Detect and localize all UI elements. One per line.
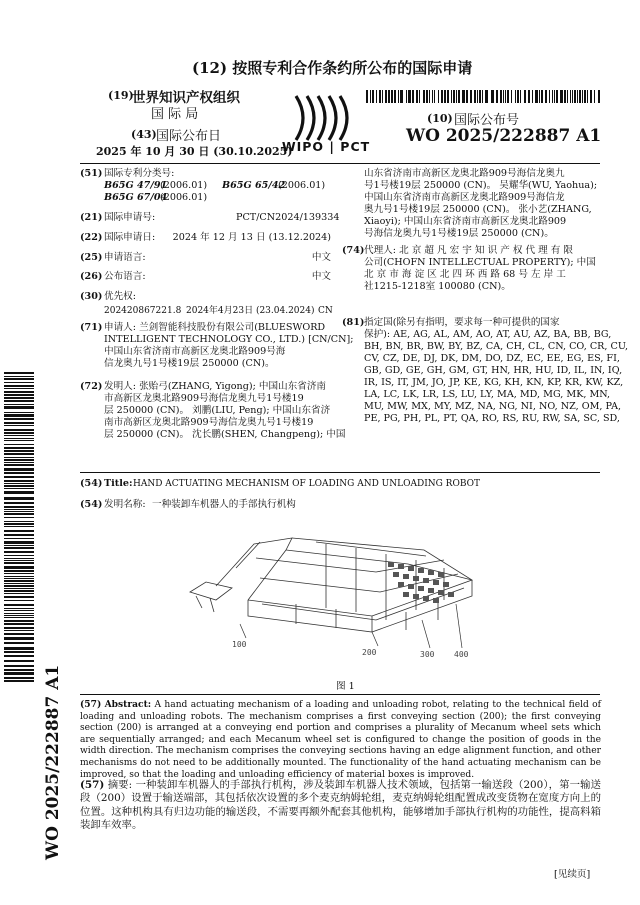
f25-value: 中文 <box>311 252 331 263</box>
abstract-zh-label: 摘要: <box>107 779 133 791</box>
abstract-zh-number: (57) <box>80 779 105 791</box>
f21-label: 国际申请号: <box>104 212 156 223</box>
ipc-date-1: (2006.01) <box>160 180 208 191</box>
f74-number: (74) <box>342 245 365 256</box>
ipc-date-3: (2006.01) <box>160 192 208 203</box>
designated-states-line: GB, GD, GE, GH, GM, GT, HN, HR, HU, ID, IL, IN, IQ, <box>364 365 623 376</box>
abstract-en-text: A hand actuating mechanism of a loading and unloading robot, relating to the technical field of loading and unloading robots. The mechanism comprises a first conveying section (200); the first conveying section (200) is arranged at a conveying end portion and comprises a plurality of Mecanum wheel sets which are sequentially arranged; and each Mecanum wheel set is configured to change the position of goods in the width direction. The mechanism comprises the conveying sections having an edge alignment function, and other mechanisms do not need to be additionally mounted. The functionality of the hand actuating mechanism can be improved, so that the loading and unloading efficiency of material boxes is improved. <box>80 700 601 780</box>
priority-country: CN <box>318 306 333 316</box>
inventor-continued-line: Xiaoyi); 中国山东省济南市高新区龙奥北路909 <box>364 216 567 227</box>
inventor-continued-line: 奥九号1号楼19层 250000 (CN)。 张小艺(ZHANG, <box>364 204 592 215</box>
abstract-en-number: (57) <box>80 699 102 710</box>
applicant-line: 中国山东省济南市高新区龙奥北路909号海 <box>104 346 286 357</box>
org-sub: 国 际 局 <box>151 107 199 122</box>
pubno-number: (10) <box>427 112 453 125</box>
applicant-line: 申请人: 兰剑智能科技股份有限公司(BLUESWORD <box>104 322 326 333</box>
inventor-line: 南市高新区龙奥北路909号海信龙奥九号1号楼19 <box>104 417 314 428</box>
priority-number: 202420867221.8 <box>104 306 182 316</box>
inventor-continued-line: 山东省济南市高新区龙奥北路909号海信龙奥九 <box>364 168 565 179</box>
title-zh-label: 发明名称: <box>104 499 146 510</box>
designated-states-line: 保护): AE, AG, AL, AM, AO, AT, AU, AZ, BA, BB, BG, <box>364 329 612 340</box>
f21-number: (21) <box>80 212 103 223</box>
priority-date: 2024年4月23日 (23.04.2024) <box>186 306 315 316</box>
f22-number: (22) <box>80 232 103 243</box>
f72-number: (72) <box>80 381 103 392</box>
wipo-emblem-icon <box>280 92 372 144</box>
f26-label: 公布语言: <box>104 271 146 282</box>
agent-line: 北 京 市 海 淀 区 北 四 环 西 路 68 号 左 岸 工 <box>364 269 566 280</box>
side-barcode <box>4 372 34 684</box>
inventor-line: 发明人: 张贻弓(ZHANG, Yigong); 中国山东省济南 <box>104 381 327 392</box>
agent-line: 代理人: 北 京 超 凡 宏 宇 知 识 产 权 代 理 有 限 <box>364 245 574 256</box>
inventor-block <box>104 381 346 441</box>
title-en: HAND ACTUATING MECHANISM OF LOADING AND UNLOADING ROBOT <box>133 479 480 489</box>
header-divider <box>80 163 600 164</box>
title-zh: 一种装卸车机器人的手部执行机构 <box>152 499 296 510</box>
designated-states-block <box>364 317 629 425</box>
figure-label-200: 200 <box>362 648 377 657</box>
designated-states-line: CV, CZ, DE, DJ, DK, DM, DO, DZ, EC, EE, EG, ES, FI, <box>364 353 620 364</box>
f51-label: 国际专利分类号: <box>104 168 175 179</box>
ipc-class-3: B65G 67/04 <box>104 192 168 203</box>
inventor-line: 层 250000 (CN)。 沈长鹏(SHEN, Changpeng); 中国 <box>104 429 346 440</box>
abstract-zh <box>80 779 601 833</box>
f25-label: 申请语言: <box>104 252 146 263</box>
pubdate-value: 2025 年 10 月 30 日 (30.10.2025) <box>96 145 293 158</box>
f21-value: PCT/CN2024/139334 <box>236 212 340 223</box>
abstract-zh-text: 一种装卸车机器人的手部执行机构，涉及装卸车机器人技术领域，包括第一输送段（200），第一输送段（200）设置于输送端部，其包括依次设置的多个麦克纳姆轮组，麦克纳姆轮组配置成改变货物在宽度方向上的位置。这种机构具有归边功能的输送段，不需要再额外配套其他机构，能够增加手部执行机构的功能性，提高料箱装卸车效率。 <box>80 779 601 832</box>
f26-value: 中文 <box>311 271 331 282</box>
title-divider <box>80 472 600 473</box>
abstract-en <box>80 699 601 781</box>
f51-number: (51) <box>80 168 103 179</box>
abstract-divider <box>80 694 600 695</box>
f26-number: (26) <box>80 271 103 282</box>
patent-drawing <box>176 520 496 670</box>
ipc-class-1: B65G 47/91 <box>104 180 168 191</box>
wipo-logo <box>280 92 372 156</box>
pubdate-label: 国际公布日 <box>156 129 222 144</box>
org-name: 世界知识产权组织 <box>132 90 240 106</box>
designated-states-line: IR, IS, IT, JM, JO, JP, KE, KG, KH, KN, KP, KR, KW, KZ, <box>364 377 624 388</box>
applicant-line: 信龙奥九号1号楼19层 250000 (CN)。 <box>104 358 275 369</box>
document-title: (12) 按照专利合作条约所公布的国际申请 <box>192 59 473 77</box>
barcode <box>366 90 604 103</box>
f30-label: 优先权: <box>104 291 137 302</box>
title-zh-number: (54) <box>80 499 103 510</box>
pubno-value: WO 2025/222887 A1 <box>406 126 602 146</box>
figure-label-400: 400 <box>454 650 469 659</box>
f81-number: (81) <box>342 317 365 328</box>
robot-mechanism-drawing <box>176 520 496 670</box>
inventor-continued-line: 号1号楼19层 250000 (CN)。 吴耀华(WU, Yaohua); <box>364 180 598 191</box>
f22-value: 2024 年 12 月 13 日 (13.12.2024) <box>172 232 331 243</box>
wipo-logo-text: WIPO | PCT <box>281 139 371 154</box>
f71-number: (71) <box>80 322 103 333</box>
inventor-continued-block <box>364 168 600 240</box>
f22-label: 国际申请日: <box>104 232 156 243</box>
designated-states-line: LA, LC, LK, LR, LS, LU, LY, MA, MD, MG, MK, MN, <box>364 389 611 400</box>
agent-block <box>364 245 600 293</box>
figure-label-100: 100 <box>232 640 247 649</box>
continued-note: [见续页] <box>554 869 591 880</box>
figure-label-300: 300 <box>420 650 435 659</box>
title-en-label: Title: <box>104 478 133 489</box>
designated-states-line: MU, MW, MX, MY, MZ, NA, NG, NI, NO, NZ, OM, PA, <box>364 401 622 412</box>
inventor-line: 市高新区龙奥北路909号海信龙奥九号1号楼19 <box>104 393 304 404</box>
applicant-block <box>104 322 354 370</box>
f25-number: (25) <box>80 252 103 263</box>
inventor-continued-line: 中国山东省济南市高新区龙奥北路909号海信龙 <box>364 192 565 203</box>
designated-states-line: 指定国(除另有指明，要求每一种可提供的国家 <box>364 317 560 328</box>
pubno-label: 国际公布号 <box>454 113 520 128</box>
title-en-number: (54) <box>80 478 103 489</box>
abstract-en-label: Abstract: <box>104 699 152 710</box>
designated-states-line: PE, PG, PH, PL, PT, QA, RO, RS, RU, RW, SA, SC, SD, <box>364 413 620 424</box>
agent-line: 社1215-1218室 100080 (CN)。 <box>364 281 511 292</box>
inventor-continued-line: 号海信龙奥九号1号楼19层 250000 (CN)。 <box>364 228 554 239</box>
designated-states-line: BH, BN, BR, BW, BY, BZ, CA, CH, CL, CN, CO, CR, CU, <box>364 341 629 352</box>
agent-line: 公司(CHOFN INTELLECTUAL PROPERTY); 中国 <box>364 257 596 268</box>
ipc-date-2: (2006.01) <box>278 180 326 191</box>
pubdate-number: (43) <box>131 128 157 141</box>
side-publication-number: WO 2025/222887 A1 <box>43 664 63 860</box>
figure-caption: 图 1 <box>336 681 355 692</box>
applicant-line: INTELLIGENT TECHNOLOGY CO., LTD.) [CN/CN]; <box>104 334 354 345</box>
f30-number: (30) <box>80 291 103 302</box>
org-number: (19) <box>108 89 134 102</box>
inventor-line: 层 250000 (CN)。 刘鹏(LIU, Peng); 中国山东省济 <box>104 405 331 416</box>
ipc-class-2: B65G 65/42 <box>222 180 286 191</box>
